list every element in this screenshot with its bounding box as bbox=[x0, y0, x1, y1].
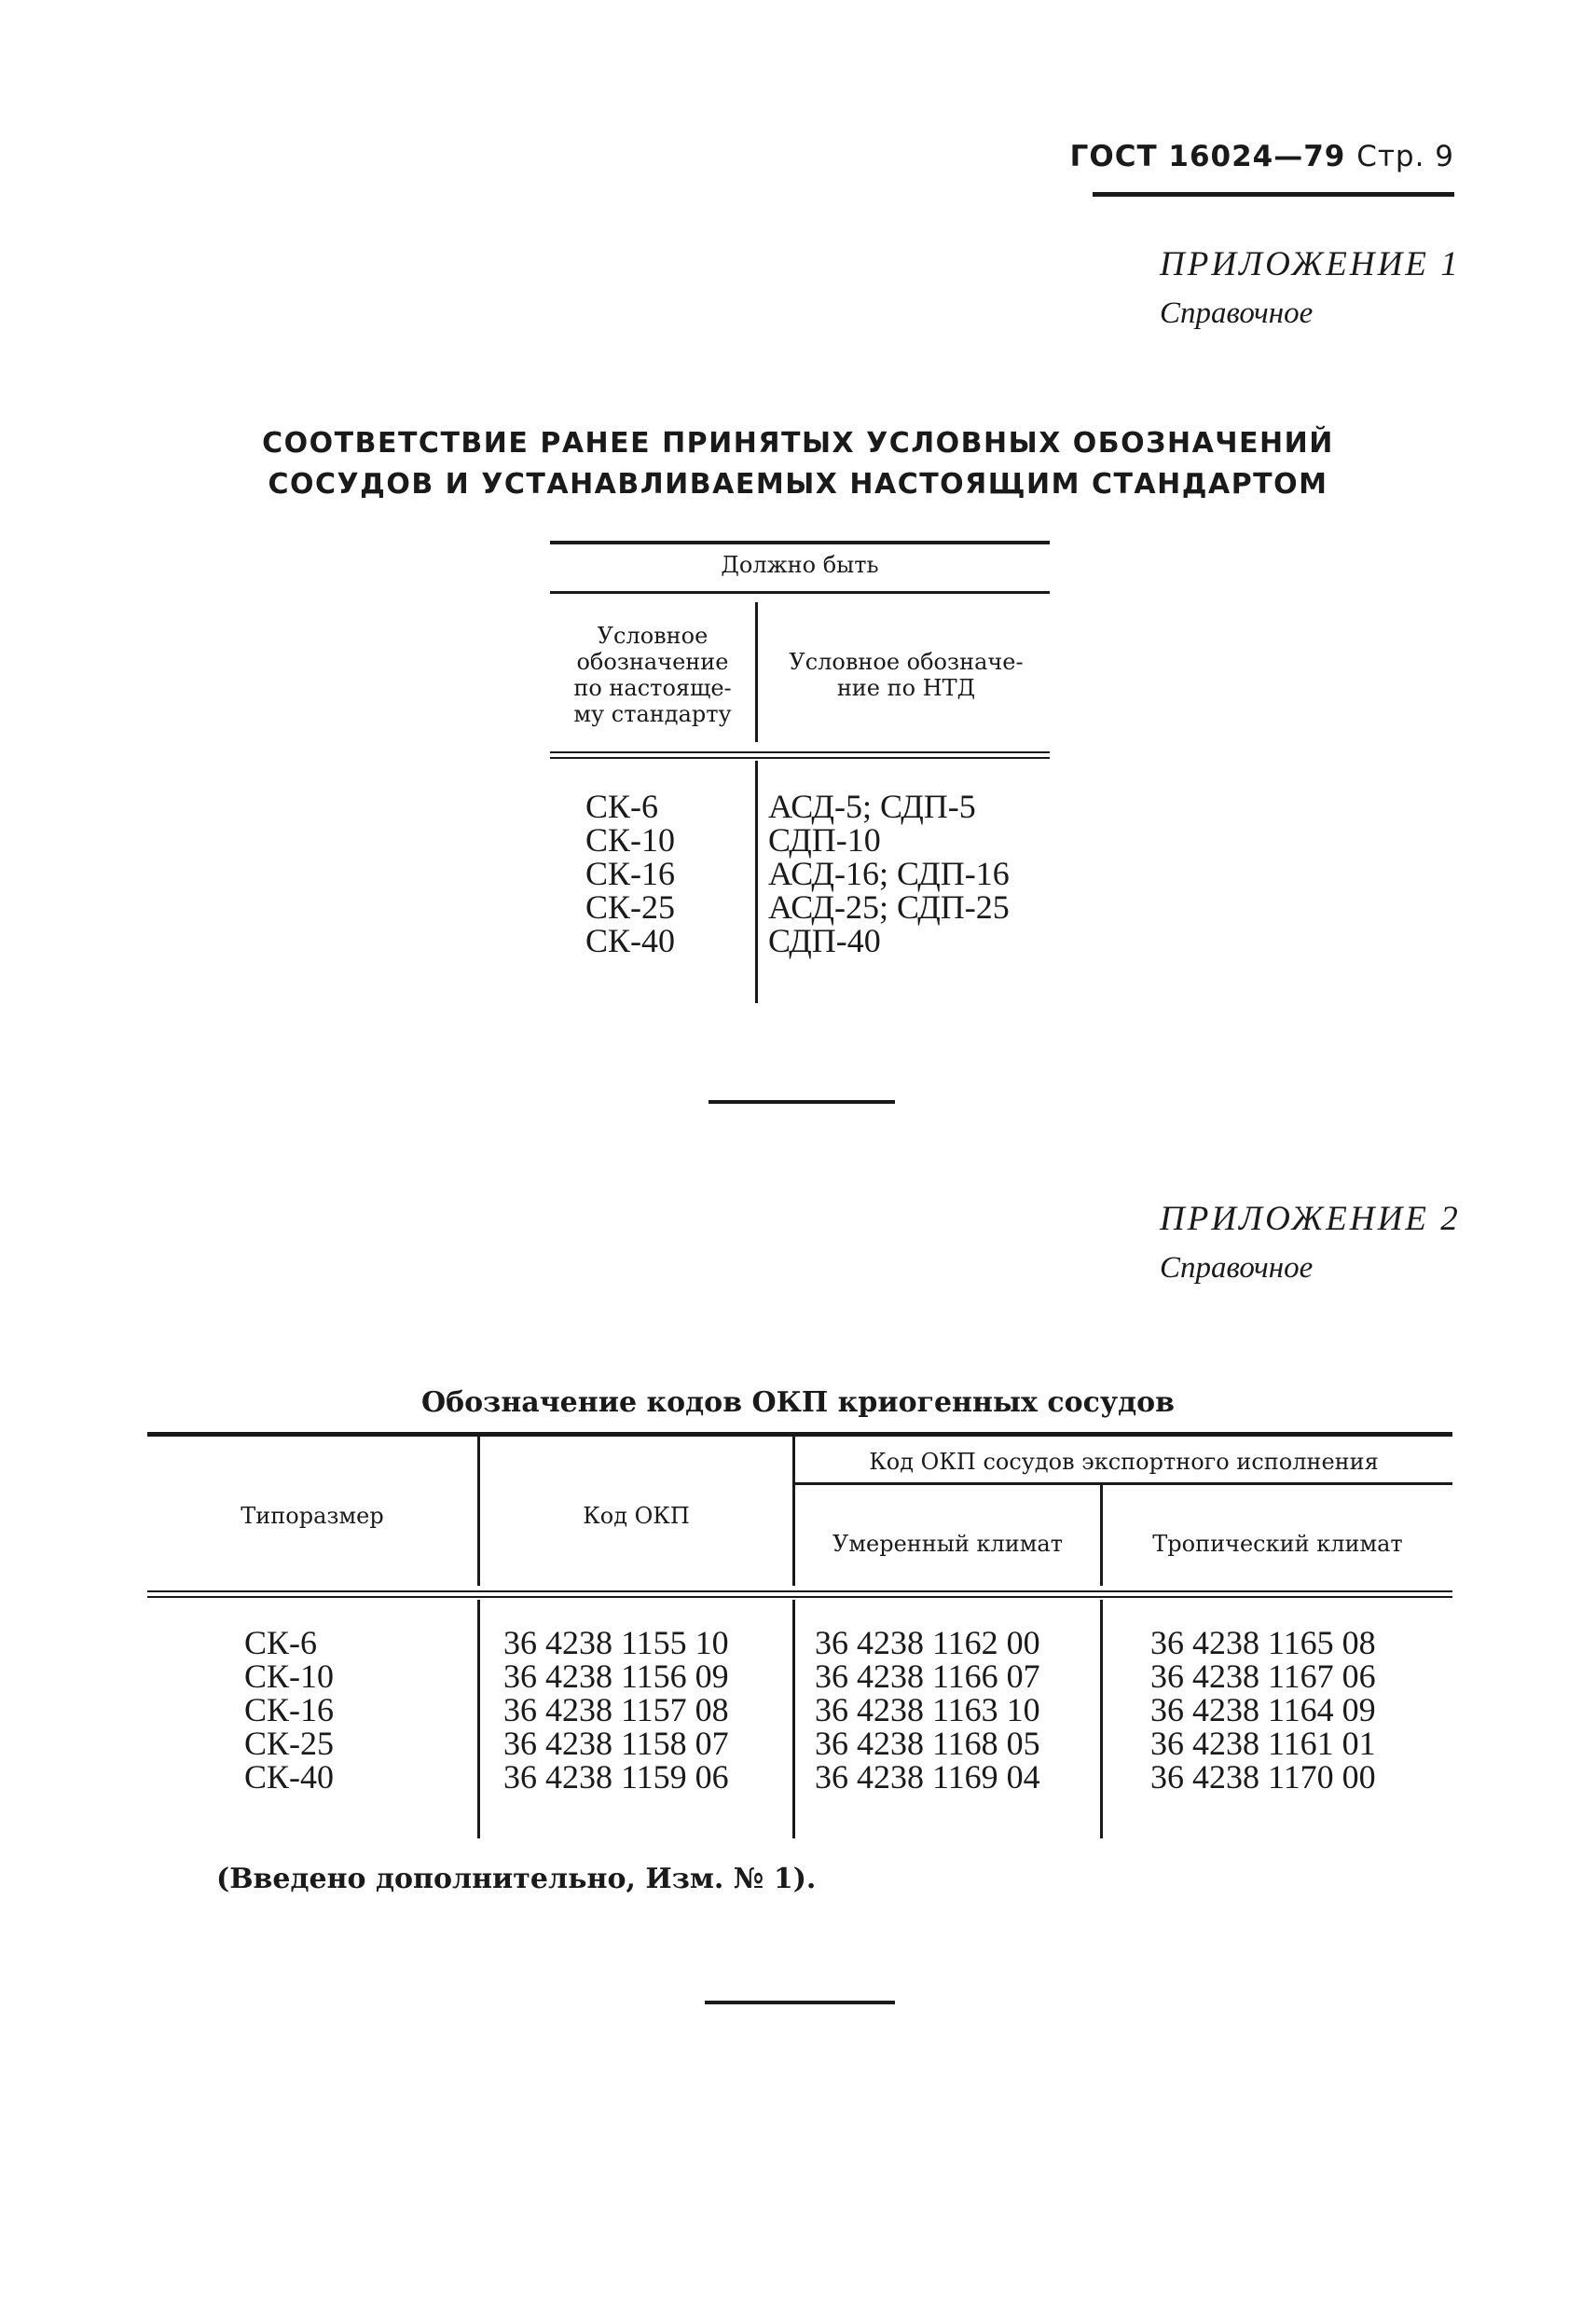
table-cell: СДП-40 bbox=[768, 922, 881, 959]
table2-body-divider-3 bbox=[1100, 1600, 1103, 1838]
table-cell: СК-25 bbox=[585, 888, 676, 926]
table2-body-divider-2 bbox=[792, 1600, 795, 1838]
table2-group-rule bbox=[795, 1482, 1452, 1485]
table-cell: СК-6 bbox=[585, 788, 659, 825]
table-cell: СК-10 bbox=[244, 1658, 335, 1695]
end-divider bbox=[705, 2001, 895, 2004]
table2-col-okp bbox=[503, 1626, 729, 1794]
appendix1-heading-line1: СООТВЕТСТВИЕ РАНЕЕ ПРИНЯТЫХ УСЛОВНЫХ ОБОЗНАЧЕНИЙ bbox=[262, 427, 1334, 460]
table1-group-header: Должно быть bbox=[721, 552, 879, 578]
table-cell: СК-40 bbox=[585, 922, 676, 959]
table-cell: СК-10 bbox=[585, 821, 676, 859]
table-cell: 36 4238 1159 06 bbox=[503, 1758, 729, 1796]
table-cell: 36 4238 1162 00 bbox=[815, 1624, 1040, 1661]
appendix1-kind: Справочное bbox=[1160, 296, 1314, 330]
table-cell: АСД-25; СДП-25 bbox=[768, 888, 1010, 926]
table-cell: 36 4238 1155 10 bbox=[503, 1624, 729, 1661]
page-number: Стр. 9 bbox=[1356, 140, 1454, 173]
table-cell: СК-25 bbox=[244, 1725, 335, 1762]
table2-header-rule-b bbox=[147, 1596, 1452, 1598]
table-cell: 36 4238 1157 08 bbox=[503, 1691, 729, 1728]
appendix1-heading-line2: СОСУДОВ И УСТАНАВЛИВАЕМЫХ НАСТОЯЩИМ СТАНДАРТОМ bbox=[268, 468, 1328, 501]
table2-tropical-header: Тропический климат bbox=[1152, 1531, 1403, 1557]
table2-temperate-header: Умеренный климат bbox=[832, 1531, 1063, 1557]
table-cell: 36 4238 1170 00 bbox=[1150, 1758, 1376, 1796]
table-cell: 36 4238 1161 01 bbox=[1150, 1725, 1376, 1762]
table-cell: 36 4238 1164 09 bbox=[1150, 1691, 1376, 1728]
table-cell: СДП-10 bbox=[768, 821, 881, 859]
table-cell: СК-16 bbox=[585, 855, 676, 892]
table2-body-divider-1 bbox=[477, 1600, 480, 1838]
table1-col1-header: Условное обозначение по настояще- му стандарту bbox=[573, 623, 732, 727]
appendix2-title: ПРИЛОЖЕНИЕ 2 bbox=[1160, 1200, 1461, 1238]
table-cell: 36 4238 1169 04 bbox=[815, 1758, 1040, 1796]
table2-col-tropical bbox=[1150, 1626, 1376, 1794]
table-cell: АСД-5; СДП-5 bbox=[768, 788, 976, 825]
table-cell: АСД-16; СДП-16 bbox=[768, 855, 1010, 892]
table2-export-group-header: Код ОКП сосудов экспортного исполнения bbox=[869, 1449, 1379, 1475]
table2-col-temperate bbox=[815, 1626, 1040, 1794]
standard-number: ГОСТ 16024—79 bbox=[1069, 140, 1346, 173]
appendix2-table-title: Обозначение кодов ОКП криогенных сосудов bbox=[421, 1386, 1175, 1419]
table-cell: 36 4238 1168 05 bbox=[815, 1725, 1040, 1762]
table-cell: СК-16 bbox=[244, 1691, 335, 1728]
table2-header-rule-a bbox=[147, 1590, 1452, 1592]
table-cell: 36 4238 1163 10 bbox=[815, 1691, 1040, 1728]
table2-top-rule bbox=[147, 1432, 1452, 1437]
table2-okp-header: Код ОКП bbox=[583, 1503, 690, 1529]
table1-col2-header: Условное обозначе- ние по НТД bbox=[789, 649, 1024, 701]
table-cell: 36 4238 1156 09 bbox=[503, 1658, 729, 1695]
amendment-note: (Введено дополнительно, Изм. № 1). bbox=[216, 1863, 817, 1895]
appendix2-kind: Справочное bbox=[1160, 1251, 1314, 1285]
table2-col-size bbox=[244, 1626, 334, 1794]
appendix1-title: ПРИЛОЖЕНИЕ 1 bbox=[1160, 245, 1461, 283]
table2-size-header: Типоразмер bbox=[241, 1503, 384, 1529]
table-cell: СК-40 bbox=[244, 1758, 335, 1796]
table-cell: СК-6 bbox=[244, 1624, 318, 1661]
table-cell: 36 4238 1165 08 bbox=[1150, 1624, 1376, 1661]
table-cell: 36 4238 1158 07 bbox=[503, 1725, 729, 1762]
table-cell: 36 4238 1166 07 bbox=[815, 1658, 1040, 1695]
table-cell: 36 4238 1167 06 bbox=[1150, 1658, 1376, 1695]
